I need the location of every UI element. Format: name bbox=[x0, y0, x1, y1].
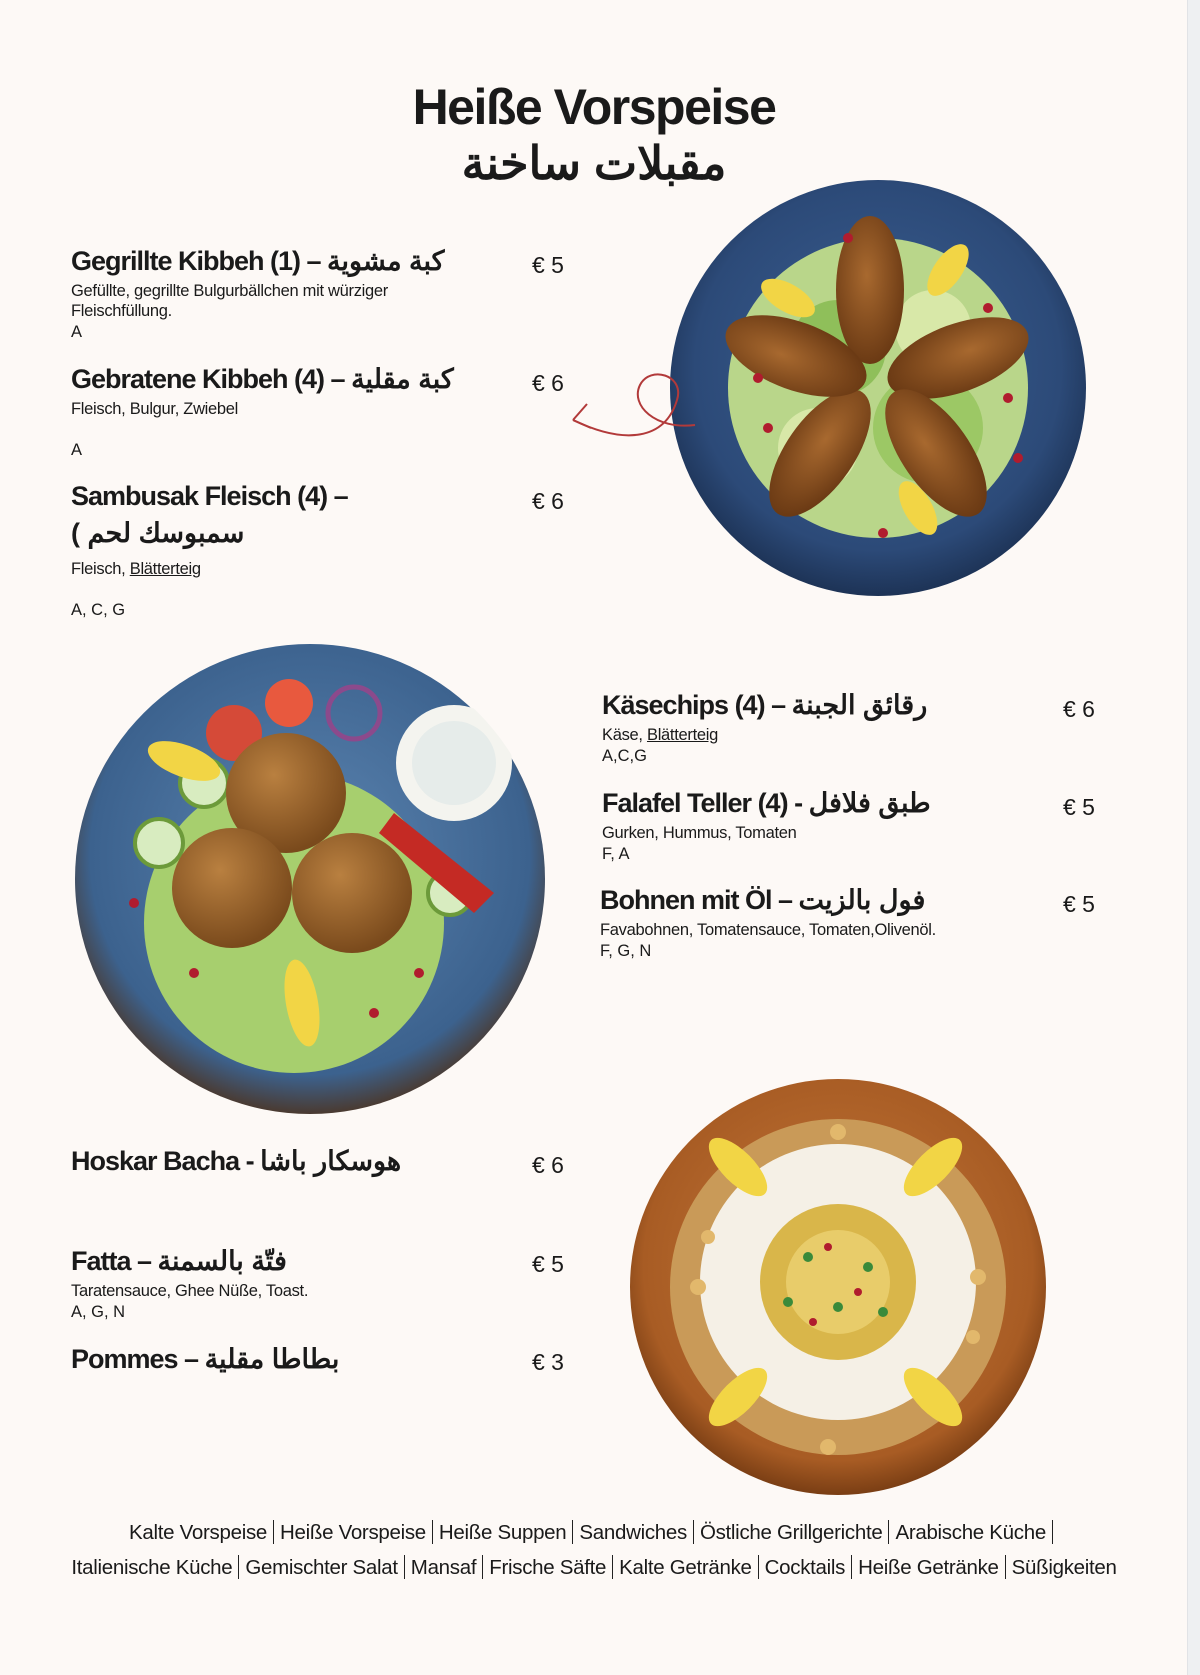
item-name: Gebratene Kibbeh (4) – كبة مقلية bbox=[71, 364, 454, 394]
item-price: € 6 bbox=[532, 370, 564, 396]
nav-link-frische-saefte[interactable]: Frische Säfte bbox=[489, 1556, 607, 1579]
item-name: Sambusak Fleisch (4) – bbox=[71, 481, 348, 511]
nav-link-arabische-kueche[interactable]: Arabische Küche bbox=[895, 1521, 1046, 1544]
item-allergens: F, A bbox=[602, 845, 630, 863]
item-allergens: A, C, G bbox=[71, 601, 126, 619]
item-name: Bohnen mit Öl – فول بالزيت bbox=[600, 885, 926, 915]
item-allergens: A bbox=[71, 323, 83, 341]
nav-link-sandwiches[interactable]: Sandwiches bbox=[579, 1521, 687, 1544]
nav-separator bbox=[1005, 1555, 1006, 1579]
nav-link-oestliche-grillgerichte[interactable]: Östliche Grillgerichte bbox=[699, 1521, 883, 1544]
nav-link-heisse-vorspeise[interactable]: Heiße Vorspeise bbox=[280, 1521, 426, 1544]
item-price: € 6 bbox=[532, 488, 564, 514]
category-nav-row-2 bbox=[0, 1555, 1188, 1580]
menu-item bbox=[71, 246, 491, 343]
menu-item bbox=[600, 885, 1060, 962]
item-price: € 3 bbox=[532, 1349, 564, 1375]
item-price: € 5 bbox=[532, 1251, 564, 1277]
nav-separator bbox=[404, 1555, 405, 1579]
item-price: € 5 bbox=[1063, 794, 1095, 820]
item-description-underlined: Blätterteig bbox=[646, 726, 718, 744]
nav-link-mansaf[interactable]: Mansaf bbox=[410, 1556, 477, 1579]
menu-item bbox=[602, 788, 1042, 865]
kibbeh-plate-image bbox=[668, 178, 1088, 598]
menu-item bbox=[71, 481, 511, 621]
arrow-decoration bbox=[565, 360, 705, 470]
item-price: € 6 bbox=[532, 1152, 564, 1178]
item-name: Falafel Teller (4) - طبق فلافل bbox=[602, 788, 931, 818]
item-allergens: A, G, N bbox=[71, 1303, 126, 1321]
nav-separator bbox=[693, 1520, 694, 1544]
page-title-arabic: مقبلات ساخنة bbox=[461, 137, 727, 189]
nav-separator bbox=[432, 1520, 433, 1544]
item-price: € 5 bbox=[532, 252, 564, 278]
nav-separator bbox=[1052, 1520, 1053, 1544]
nav-link-cocktails[interactable]: Cocktails bbox=[764, 1556, 846, 1579]
menu-item bbox=[71, 1146, 511, 1177]
nav-separator bbox=[482, 1555, 483, 1579]
nav-link-italienische-kueche[interactable]: Italienische Küche bbox=[71, 1556, 233, 1579]
item-price: € 6 bbox=[1063, 696, 1095, 722]
nav-separator bbox=[758, 1555, 759, 1579]
page-edge bbox=[1187, 0, 1200, 1675]
item-name-line2: ( سمبوسك لحم bbox=[71, 518, 245, 548]
nav-separator bbox=[851, 1555, 852, 1579]
item-description-underlined: Blätterteig bbox=[129, 560, 201, 578]
item-description bbox=[602, 725, 1042, 745]
nav-link-kalte-getraenke[interactable]: Kalte Getränke bbox=[619, 1556, 752, 1579]
item-description: Fleisch, Bulgur, Zwiebel bbox=[71, 400, 239, 418]
item-description: Taratensauce, Ghee Nüße, Toast. bbox=[71, 1282, 309, 1300]
item-description bbox=[71, 559, 511, 579]
item-description-text: Fleisch, bbox=[71, 560, 130, 578]
fatteh-plate-image bbox=[628, 1077, 1048, 1497]
item-name: Gegrillte Kibbeh (1) – كبة مشوية bbox=[71, 246, 445, 276]
item-name: Hoskar Bacha - هوسكار باشا bbox=[71, 1146, 402, 1176]
item-price: € 5 bbox=[1063, 891, 1095, 917]
nav-separator bbox=[572, 1520, 573, 1544]
item-description: Gurken, Hummus, Tomaten bbox=[602, 824, 797, 842]
menu-item bbox=[71, 364, 511, 461]
nav-separator bbox=[888, 1520, 889, 1544]
falafel-plate-image bbox=[74, 643, 547, 1116]
item-allergens: F, G, N bbox=[600, 942, 652, 960]
category-nav-row-1 bbox=[0, 1520, 1188, 1545]
menu-item bbox=[71, 1246, 511, 1323]
item-name: Pommes – بطاطا مقلية bbox=[71, 1344, 340, 1374]
item-allergens: A bbox=[71, 441, 83, 459]
item-description: Gefüllte, gegrillte Bulgurbällchen mit würziger Fleischfüllung. bbox=[71, 282, 388, 320]
menu-item bbox=[602, 690, 1042, 767]
page-title: Heiße Vorspeise bbox=[412, 79, 776, 135]
nav-separator bbox=[612, 1555, 613, 1579]
nav-link-heisse-getraenke[interactable]: Heiße Getränke bbox=[858, 1556, 999, 1579]
item-allergens: A,C,G bbox=[602, 747, 647, 765]
item-name: Käsechips (4) – رقائق الجبنة bbox=[602, 690, 928, 720]
item-description-text: Käse, bbox=[602, 726, 647, 744]
nav-link-gemischter-salat[interactable]: Gemischter Salat bbox=[245, 1556, 398, 1579]
nav-link-suessigkeiten[interactable]: Süßigkeiten bbox=[1011, 1556, 1117, 1579]
nav-link-heisse-suppen[interactable]: Heiße Suppen bbox=[438, 1521, 567, 1544]
menu-item bbox=[71, 1344, 511, 1375]
item-name: Fatta – فتّة بالسمنة bbox=[71, 1246, 287, 1276]
nav-link-kalte-vorspeise[interactable]: Kalte Vorspeise bbox=[129, 1521, 267, 1544]
nav-separator bbox=[273, 1520, 274, 1544]
nav-separator bbox=[238, 1555, 239, 1579]
item-description: Favabohnen, Tomatensauce, Tomaten,Olivenöl. bbox=[600, 921, 936, 939]
